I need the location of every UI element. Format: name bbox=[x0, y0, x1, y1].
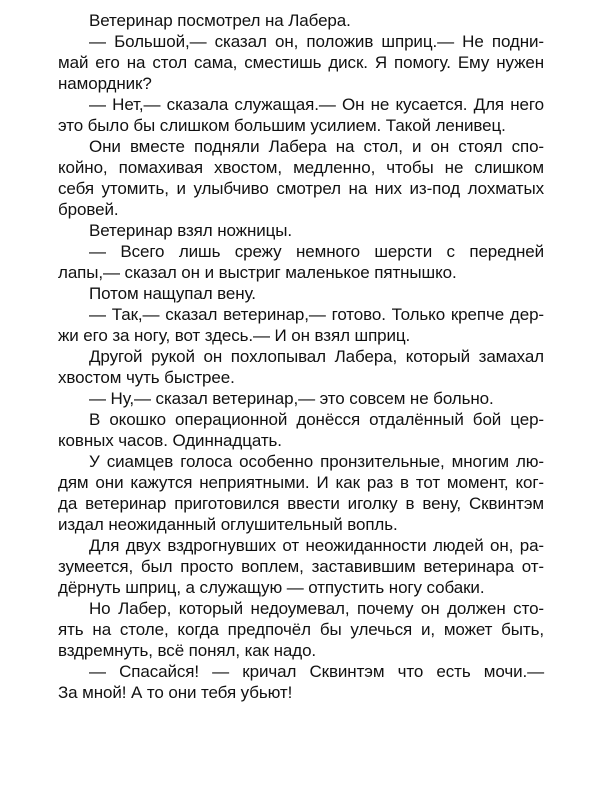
paragraph bbox=[58, 598, 544, 661]
text-line: Потом нащупал вену. bbox=[89, 284, 256, 303]
text-line: Ветеринар взял ножницы. bbox=[89, 221, 293, 240]
text-line: лапы,— сказал он и выстриг маленькое пятнышко. bbox=[58, 263, 457, 282]
paragraph bbox=[58, 241, 544, 283]
text-line: да ветеринар приготовился ввести иголку в вену, Сквинтэм bbox=[58, 494, 544, 513]
text-line: дям они кажутся неприятными. И как раз в тот момент, ког- bbox=[58, 473, 544, 492]
text-line: — Нет,— сказала служащая.— Он не кусается. Для него bbox=[89, 95, 544, 114]
text-line: Но Лабер, который недоумевал, почему он должен сто- bbox=[89, 599, 544, 618]
paragraph bbox=[58, 451, 544, 535]
paragraph bbox=[58, 94, 544, 136]
text-line: намордник? bbox=[58, 74, 152, 93]
paragraph bbox=[58, 283, 544, 304]
text-line: бровей. bbox=[58, 200, 119, 219]
text-line: Другой рукой он похлопывал Лабера, который замахал bbox=[89, 347, 544, 366]
text-line: май его на стол сама, сместишь диск. Я помогу. Ему нужен bbox=[58, 53, 544, 72]
paragraph bbox=[58, 388, 544, 409]
paragraph bbox=[58, 535, 544, 598]
text-line: дёрнуть шприц, а служащую — отпустить ногу собаки. bbox=[58, 578, 485, 597]
text-line: ять на столе, когда предпочёл бы улечься и, может быть, bbox=[58, 620, 544, 639]
text-line: Ветеринар посмотрел на Лабера. bbox=[89, 11, 351, 30]
paragraph bbox=[58, 661, 544, 703]
text-line: — Всего лишь срежу немного шерсти с передней bbox=[89, 242, 544, 261]
paragraph bbox=[58, 136, 544, 220]
text-line: жи его за ногу, вот здесь.— И он взял шприц. bbox=[58, 326, 411, 345]
text-line: зумеется, был просто воплем, заставившим ветеринара от- bbox=[58, 557, 544, 576]
paragraph bbox=[58, 346, 544, 388]
book-page bbox=[58, 10, 544, 703]
text-line: За мной! А то они тебя убьют! bbox=[58, 683, 293, 702]
text-line: койно, помахивая хвостом, медленно, чтобы не слишком bbox=[58, 158, 544, 177]
paragraph bbox=[58, 304, 544, 346]
text-line: — Большой,— сказал он, положив шприц.— Не подни- bbox=[89, 32, 544, 51]
text-line: вздремнуть, всё понял, как надо. bbox=[58, 641, 317, 660]
paragraph bbox=[58, 10, 544, 31]
text-line: это было бы слишком большим усилием. Такой ленивец. bbox=[58, 116, 506, 135]
text-line: — Так,— сказал ветеринар,— готово. Только крепче дер- bbox=[89, 305, 544, 324]
text-line: издал неожиданный оглушительный вопль. bbox=[58, 515, 398, 534]
paragraph bbox=[58, 409, 544, 451]
text-line: В окошко операционной донёсся отдалённый бой цер- bbox=[89, 410, 544, 429]
text-line: хвостом чуть быстрее. bbox=[58, 368, 235, 387]
paragraph bbox=[58, 31, 544, 94]
text-line: себя утомить, и улыбчиво смотрел на них из-под лохматых bbox=[58, 179, 544, 198]
text-line: — Спасайся! — кричал Сквинтэм что есть мочи.— bbox=[89, 662, 544, 681]
text-line: Они вместе подняли Лабера на стол, и он стоял спо- bbox=[89, 137, 544, 156]
text-line: ковных часов. Одиннадцать. bbox=[58, 431, 282, 450]
text-line: У сиамцев голоса особенно пронзительные, многим лю- bbox=[89, 452, 544, 471]
paragraph bbox=[58, 220, 544, 241]
text-line: Для двух вздрогнувших от неожиданности людей он, ра- bbox=[89, 536, 544, 555]
text-line: — Ну,— сказал ветеринар,— это совсем не больно. bbox=[89, 389, 494, 408]
